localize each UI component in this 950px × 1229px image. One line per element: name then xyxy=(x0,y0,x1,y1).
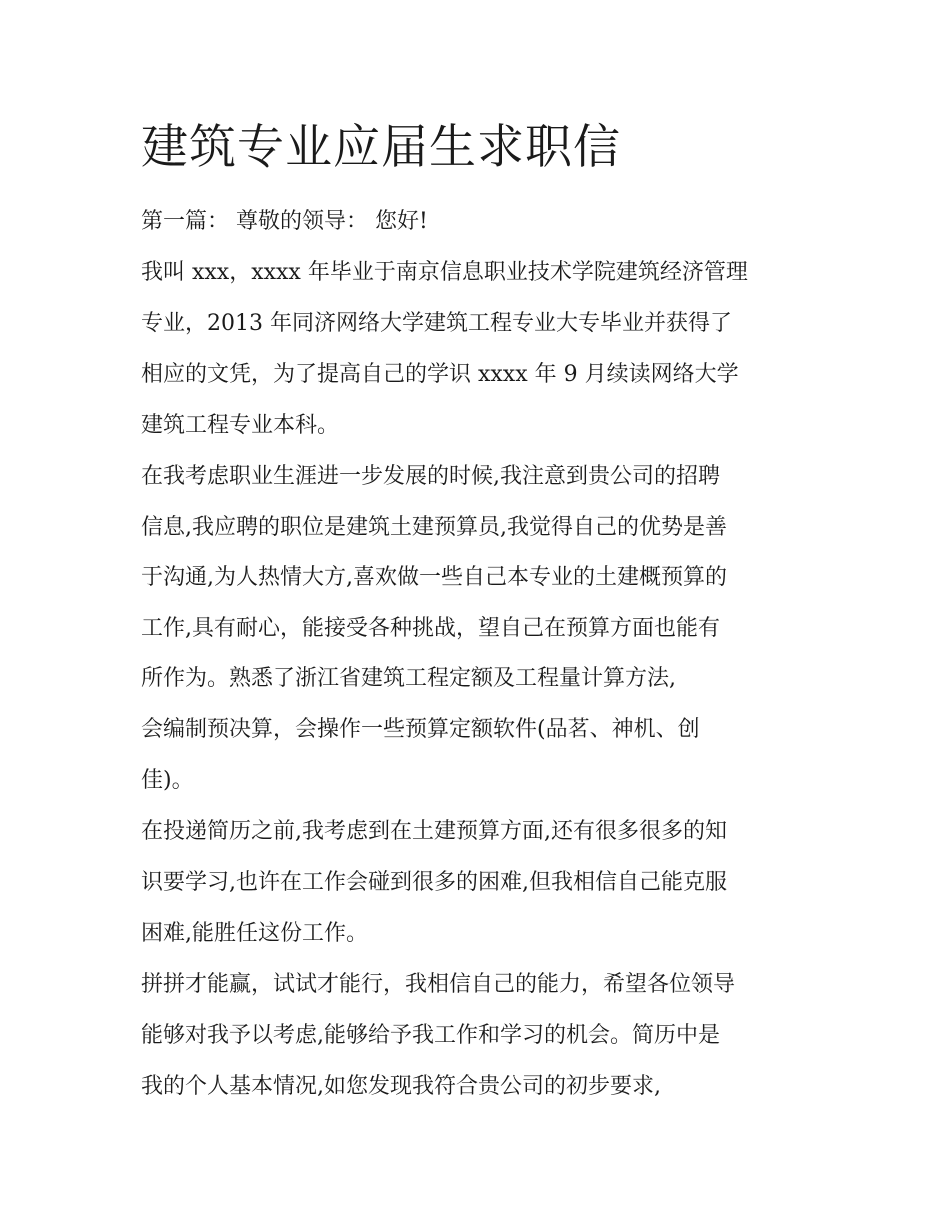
document-line: 建筑工程专业本科。 xyxy=(141,413,340,438)
document-line: 能够对我予以考虑,能够给予我工作和学习的机会。简历中是 xyxy=(141,1023,720,1048)
document-line: 专业，2013 年同济网络大学建筑工程专业大专毕业并获得了 xyxy=(141,311,732,336)
document-line: 在我考虑职业生涯进一步发展的时候,我注意到贵公司的招聘 xyxy=(141,464,720,489)
document-line: 相应的文凭，为了提高自己的学识 xxxx 年 9 月续读网络大学 xyxy=(141,362,739,387)
document-line: 在投递简历之前,我考虑到在土建预算方面,还有很多很多的知 xyxy=(141,819,727,844)
document-line: 会编制预决算，会操作一些预算定额软件(品茗、神机、创 xyxy=(141,717,700,742)
document-line: 识要学习,也许在工作会碰到很多的困难,但我相信自己能克服 xyxy=(141,870,727,895)
document-line: 困难,能胜任这份工作。 xyxy=(141,921,368,946)
document-line: 我叫 xxx，xxxx 年毕业于南京信息职业技术学院建筑经济管理 xyxy=(141,260,748,285)
document-line: 工作,具有耐心，能接受各种挑战，望自己在预算方面也能有 xyxy=(141,616,720,641)
document-line: 所作为。熟悉了浙江省建筑工程定额及工程量计算方法, xyxy=(141,666,676,691)
document-line: 信息,我应聘的职位是建筑土建预算员,我觉得自己的优势是善 xyxy=(141,515,727,540)
document-line: 我的个人基本情况,如您发现我符合贵公司的初步要求, xyxy=(141,1074,661,1099)
document-line: 于沟通,为人热情大方,喜欢做一些自己本专业的土建概预算的 xyxy=(141,565,727,590)
document-line: 第一篇： 尊敬的领导： 您好! xyxy=(141,209,428,234)
document-title: 建筑专业应届生求职信 xyxy=(141,120,621,175)
document-line: 拼拼才能赢，试试才能行，我相信自己的能力，希望各位领导 xyxy=(141,972,736,997)
document-line: 佳)。 xyxy=(141,768,194,793)
